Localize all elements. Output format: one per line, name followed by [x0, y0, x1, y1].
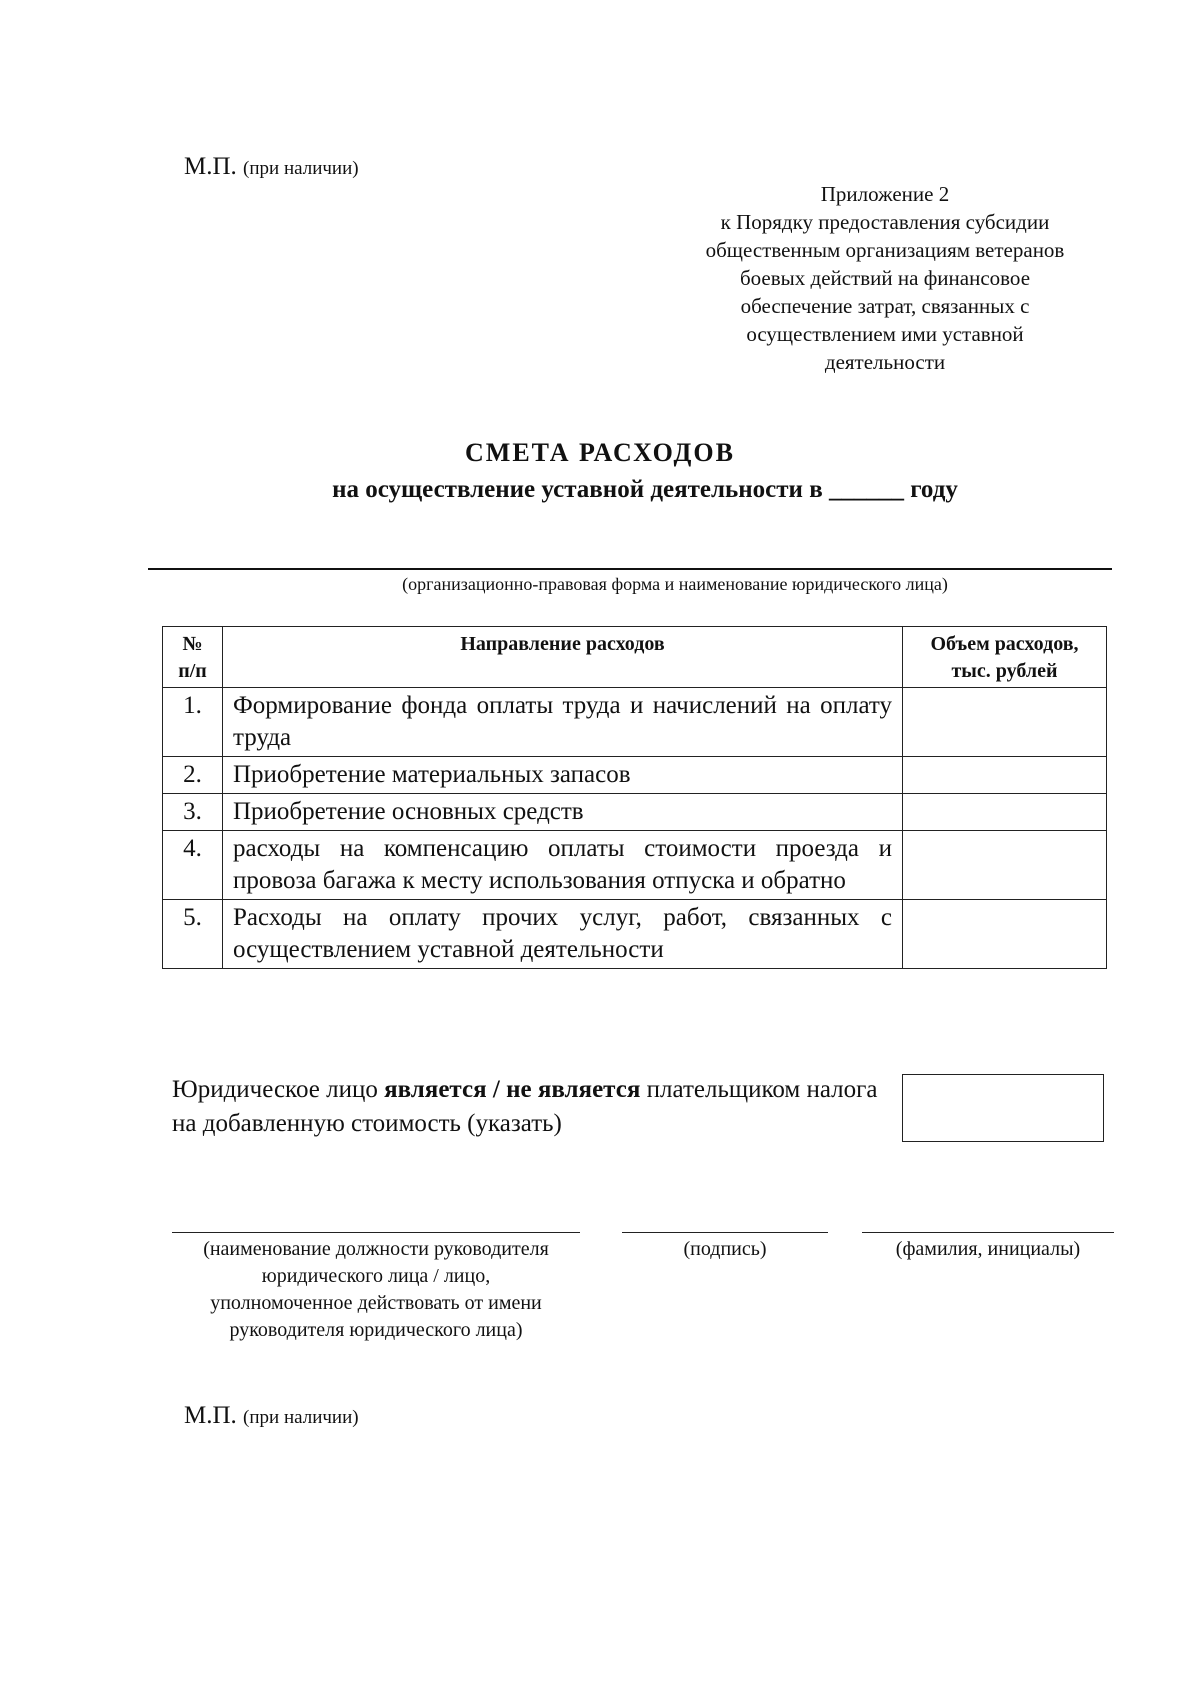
expense-table	[162, 626, 1107, 969]
row-num: 4.	[163, 831, 223, 900]
org-caption: (организационно-правовая форма и наименование юридического лица)	[402, 574, 948, 594]
table-row	[163, 757, 1107, 794]
position-caption: (наименование должности руководителя юридического лица / лицо, уполномоченное действовать от имени руководителя юридического лица)	[203, 1238, 549, 1341]
table-header-row	[163, 627, 1107, 688]
table-row	[163, 794, 1107, 831]
appendix-line: осуществлением ими уставной	[746, 322, 1024, 346]
sign-caption: (подпись)	[683, 1238, 767, 1260]
stamp-top	[184, 153, 359, 181]
appendix-line: деятельности	[824, 350, 946, 374]
vat-statement	[172, 1073, 902, 1141]
vat-suffix: плательщиком налога на добавленную стоимость (указать)	[172, 1076, 878, 1137]
row-num: 2.	[163, 757, 223, 794]
row-num: 1.	[163, 688, 223, 757]
row-direction: Расходы на оплату прочих услуг, работ, связанных с осуществлением уставной деятельности	[223, 900, 903, 969]
vat-choice: является / не является	[384, 1076, 641, 1103]
table-row	[163, 688, 1107, 757]
row-direction: расходы на компенсацию оплаты стоимости проезда и провоза багажа к месту использования отпуска и обратно	[223, 831, 903, 900]
header-direction: Направление расходов	[223, 627, 903, 688]
row-amount-cell[interactable]	[903, 688, 1107, 757]
position-signature-line[interactable]	[172, 1232, 580, 1233]
name-line[interactable]	[862, 1232, 1114, 1233]
stamp-bottom	[184, 1402, 359, 1430]
row-direction: Приобретение материальных запасов	[223, 757, 903, 794]
row-amount-cell[interactable]	[903, 831, 1107, 900]
stamp-note: (при наличии)	[243, 158, 359, 179]
row-amount-cell[interactable]	[903, 900, 1107, 969]
stamp-label: М.П.	[184, 1402, 237, 1429]
row-num: 3.	[163, 794, 223, 831]
org-name-line[interactable]	[148, 568, 1112, 570]
row-amount-cell[interactable]	[903, 757, 1107, 794]
header-amount: Объем расходов, тыс. рублей	[903, 627, 1107, 688]
vat-answer-box[interactable]	[902, 1074, 1104, 1142]
appendix-line: к Порядку предоставления субсидии	[720, 210, 1050, 234]
appendix-block	[660, 180, 1110, 376]
appendix-line: Приложение 2	[820, 182, 950, 206]
document-title: СМЕТА РАСХОДОВ	[465, 438, 735, 467]
appendix-line: боевых действий на финансовое	[739, 266, 1031, 290]
row-direction: Формирование фонда оплаты труда и начислений на оплату труда	[223, 688, 903, 757]
row-direction: Приобретение основных средств	[223, 794, 903, 831]
row-amount-cell[interactable]	[903, 794, 1107, 831]
name-caption: (фамилия, инициалы)	[895, 1238, 1081, 1260]
appendix-line: обеспечение затрат, связанных с	[740, 294, 1030, 318]
header-num: № п/п	[163, 627, 223, 688]
row-num: 5.	[163, 900, 223, 969]
document-subtitle: на осуществление уставной деятельности в ______ году	[332, 476, 958, 503]
table-row	[163, 900, 1107, 969]
stamp-note: (при наличии)	[243, 1407, 359, 1428]
sign-line[interactable]	[622, 1232, 828, 1233]
stamp-label: М.П.	[184, 153, 237, 180]
table-row	[163, 831, 1107, 900]
vat-prefix: Юридическое лицо	[172, 1076, 385, 1103]
appendix-line: общественным организациям ветеранов	[705, 238, 1065, 262]
